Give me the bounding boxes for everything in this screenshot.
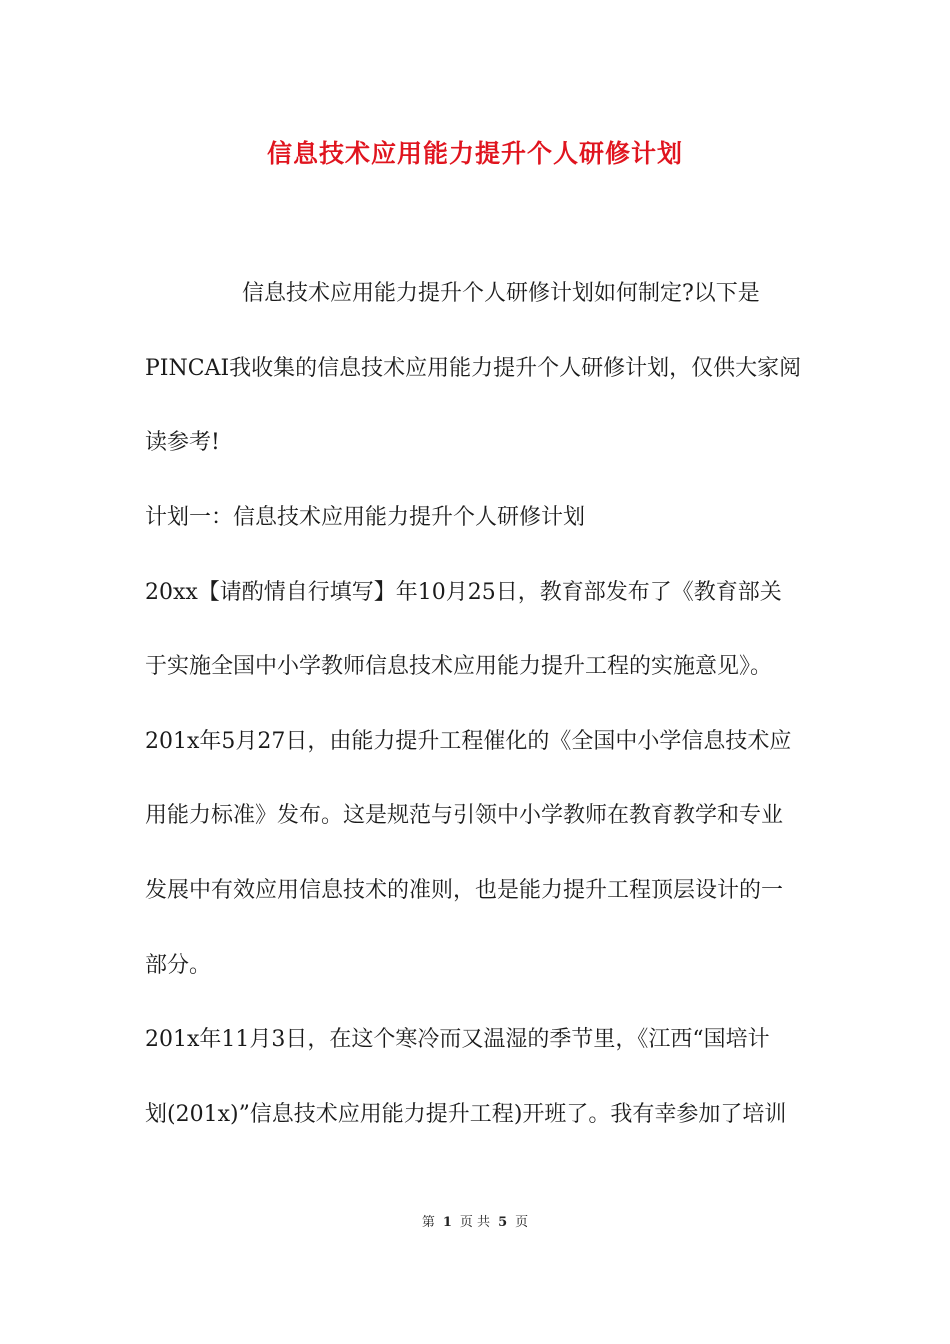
- document-title: 信息技术应用能力提升个人研修计划: [266, 139, 683, 168]
- page-footer: [0, 1211, 950, 1230]
- paragraph-line: 发展中有效应用信息技术的准则，也是能力提升工程顶层设计的一: [145, 878, 784, 903]
- current-page-number: 1: [442, 1215, 452, 1230]
- section-heading: 计划一：信息技术应用能力提升个人研修计划: [145, 505, 586, 530]
- footer-middle: 页 共: [459, 1215, 491, 1230]
- total-page-count: 5: [498, 1215, 508, 1230]
- paragraph-line: 信息技术应用能力提升个人研修计划如何制定?以下是: [242, 281, 760, 306]
- paragraph-line: 部分。: [145, 953, 212, 978]
- footer-suffix: 页: [515, 1215, 529, 1230]
- paragraph-line: PINCAI我收集的信息技术应用能力提升个人研修计划，仅供大家阅: [145, 356, 802, 381]
- paragraph-line: 201x年5月27日，由能力提升工程催化的《全国中小学信息技术应: [145, 729, 792, 754]
- paragraph-line: 20xx【请酌情自行填写】年10月25日，教育部发布了《教育部关: [145, 580, 782, 605]
- paragraph-line: 划(201x)”信息技术应用能力提升工程)开班了。我有幸参加了培训: [145, 1102, 787, 1127]
- paragraph-line: 201x年11月3日，在这个寒冷而又温湿的季节里，《江西“国培计: [145, 1027, 770, 1052]
- paragraph-line: 于实施全国中小学教师信息技术应用能力提升工程的实施意见》。: [145, 654, 773, 679]
- paragraph-line: 用能力标准》发布。这是规范与引领中小学教师在教育教学和专业: [145, 803, 784, 828]
- paragraph-line: 读参考!: [145, 430, 220, 455]
- footer-prefix: 第: [421, 1215, 435, 1230]
